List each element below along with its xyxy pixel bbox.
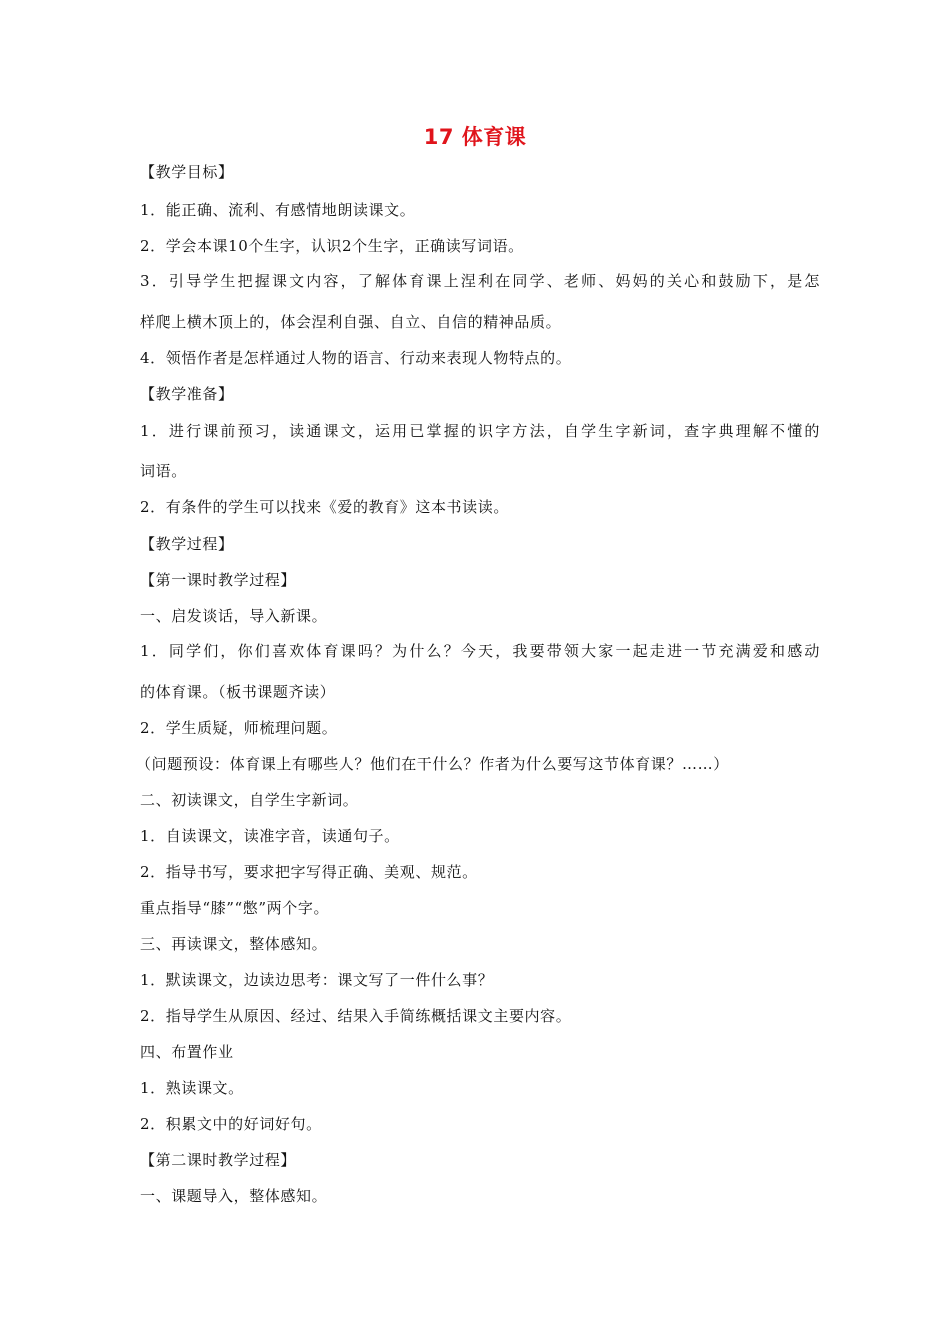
paragraph-line: 三、再读课文，整体感知。 <box>140 935 328 953</box>
paragraph-line: 2．有条件的学生可以找来《爱的教育》这本书读读。 <box>140 498 509 516</box>
paragraph-line: 1．同学们，你们喜欢体育课吗？为什么？今天，我要带领大家一起走进一节充满爱和感动 <box>140 642 820 660</box>
paragraph-line: 重点指导“膝”“憋”两个字。 <box>140 899 330 917</box>
paragraph-line: 2．学生质疑，师梳理问题。 <box>140 719 338 737</box>
paragraph-line: 词语。 <box>140 462 187 480</box>
paragraph-line: 2．指导学生从原因、经过、结果入手简练概括课文主要内容。 <box>140 1007 572 1025</box>
paragraph-line: 四、布置作业 <box>140 1043 234 1061</box>
section-heading-second-lesson: 【第二课时教学过程】 <box>140 1151 297 1169</box>
paragraph-line: 一、课题导入，整体感知。 <box>140 1187 328 1205</box>
section-heading-teaching-preparation: 【教学准备】 <box>140 385 234 403</box>
paragraph-line: 1．熟读课文。 <box>140 1079 244 1097</box>
paragraph-line: 1．能正确、流利、有感情地朗读课文。 <box>140 201 416 219</box>
section-heading-teaching-process: 【教学过程】 <box>140 535 234 553</box>
paragraph-line: 一、启发谈话，导入新课。 <box>140 607 328 625</box>
paragraph-line: 1．进行课前预习，读通课文，运用已掌握的识字方法，自学生字新词，查字典理解不懂的 <box>140 422 820 440</box>
paragraph-line: 1．默读课文，边读边思考：课文写了一件什么事？ <box>140 971 494 989</box>
paragraph-line: 1．自读课文，读准字音，读通句子。 <box>140 827 400 845</box>
paragraph-line: （问题预设：体育课上有哪些人？他们在干什么？作者为什么要写这节体育课？……） <box>136 755 729 773</box>
paragraph-line: 的体育课。（板书课题齐读） <box>140 683 336 701</box>
section-heading-first-lesson: 【第一课时教学过程】 <box>140 571 297 589</box>
paragraph-line: 2．积累文中的好词好句。 <box>140 1115 322 1133</box>
paragraph-line: 二、初读课文，自学生字新词。 <box>140 791 359 809</box>
section-heading-teaching-goals: 【教学目标】 <box>140 163 234 181</box>
page-title: 17 体育课 <box>423 125 527 149</box>
paragraph-line: 3．引导学生把握课文内容，了解体育课上涅利在同学、老师、妈妈的关心和鼓励下，是怎 <box>140 272 820 290</box>
paragraph-line: 2．学会本课10个生字，认识2个生字，正确读写词语。 <box>140 237 524 255</box>
paragraph-line: 样爬上横木顶上的，体会涅利自强、自立、自信的精神品质。 <box>140 313 562 331</box>
paragraph-line: 2．指导书写，要求把字写得正确、美观、规范。 <box>140 863 478 881</box>
paragraph-line: 4．领悟作者是怎样通过人物的语言、行动来表现人物特点的。 <box>140 349 572 367</box>
